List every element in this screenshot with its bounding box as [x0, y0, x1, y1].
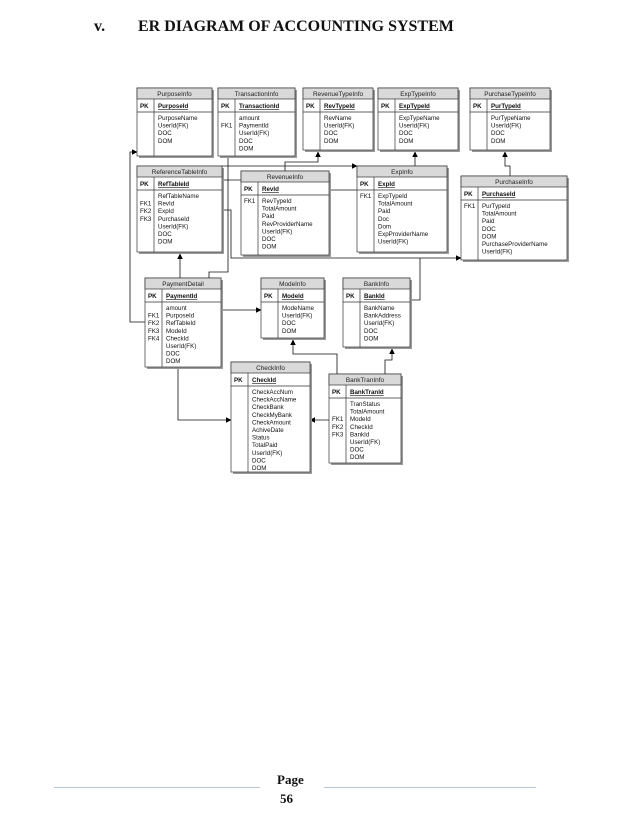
attribute-field: DOC — [350, 446, 364, 454]
fk-key: FK3 — [332, 431, 344, 439]
entity-revenueinfo — [241, 171, 331, 257]
attribute-field: ModeId — [166, 327, 187, 335]
attribute-field: TotalAmount — [262, 205, 297, 213]
pk-field: ExpTypeId — [399, 103, 430, 110]
pk-key: PK — [148, 293, 157, 300]
pk-key: PK — [244, 186, 253, 193]
attribute-field: ExpTypeName — [399, 115, 440, 122]
entity-checkinfo — [231, 362, 312, 474]
attribute-field: PurTypeName — [491, 115, 531, 122]
attribute-field: DOC — [166, 350, 180, 358]
attribute-field: Dom — [378, 223, 392, 231]
attribute-field: Status — [252, 434, 270, 442]
fk-key: FK3 — [148, 327, 160, 335]
entity-exptypeinfo — [378, 88, 460, 152]
pk-field: BankId — [364, 293, 385, 300]
attribute-field: Paid — [482, 218, 495, 226]
pk-field: RefTableId — [158, 181, 190, 188]
attribute-field: DOM — [262, 243, 277, 251]
page-label: Page — [277, 772, 304, 787]
attribute-field: ModeName — [282, 305, 314, 312]
attribute-field: ExpTypeId — [378, 193, 408, 200]
pk-field: BankTranId — [350, 389, 384, 396]
entity-title: PurposeInfo — [157, 91, 192, 98]
attribute-field: DOC — [482, 225, 496, 233]
footer-line-right — [324, 787, 536, 788]
attribute-field: PaymentId — [239, 122, 269, 130]
attribute-field: TotalAmount — [378, 200, 413, 208]
link-payment-check — [178, 367, 231, 420]
attribute-field: DOC — [324, 130, 338, 138]
entity-transactioninfo — [218, 88, 297, 158]
pk-field: RevId — [262, 186, 279, 193]
entity-title: ExpInfo — [391, 169, 413, 176]
attribute-field: UserId(FK) — [399, 122, 430, 130]
pk-key: PK — [381, 103, 390, 110]
attribute-field: TotalAmount — [350, 408, 385, 416]
section-title: ER DIAGRAM OF ACCOUNTING SYSTEM — [138, 18, 454, 35]
attribute-field: TranStatus — [350, 401, 381, 408]
attribute-field: UserId(FK) — [252, 449, 283, 457]
entity-title: PaymentDetail — [162, 281, 204, 288]
attribute-field: UserId(FK) — [491, 122, 522, 130]
fk-key: FK2 — [140, 208, 152, 216]
attribute-field: DOM — [482, 233, 497, 241]
attribute-field: Paid — [378, 208, 391, 216]
section-number: v. — [94, 18, 106, 35]
attribute-field: DOC — [158, 231, 172, 238]
attribute-field: PurposeId — [166, 312, 195, 320]
attribute-field: DOM — [324, 137, 339, 145]
attribute-field: amount — [166, 305, 187, 312]
attribute-field: UserId(FK) — [262, 228, 293, 236]
attribute-field: AchiveDate — [252, 427, 284, 434]
attribute-field: RefTableName — [158, 193, 199, 200]
attribute-field: UserId(FK) — [166, 343, 197, 350]
attribute-field: DOM — [491, 137, 506, 145]
attribute-field: ExpProviderName — [378, 231, 429, 238]
attribute-field: DOM — [252, 465, 267, 472]
attribute-field: CheckAmount — [252, 419, 291, 427]
entity-expinfo — [357, 166, 449, 254]
attribute-field: ExpId — [158, 208, 174, 216]
pk-key: PK — [221, 103, 230, 110]
attribute-field: RevTypeId — [262, 198, 292, 205]
entity-title: CheckInfo — [256, 365, 285, 372]
fk-key: FK1 — [221, 122, 233, 130]
fk-key: FK1 — [332, 416, 344, 424]
pk-field: CheckId — [252, 377, 277, 384]
attribute-field: PurposeName — [158, 115, 198, 122]
attribute-field: RefTableId — [166, 320, 196, 328]
entity-layer — [137, 88, 569, 474]
attribute-field: TotalAmount — [482, 210, 517, 218]
fk-key: FK3 — [140, 215, 152, 223]
pk-field: PurTypeId — [491, 103, 521, 110]
attribute-field: DOM — [364, 335, 379, 343]
entity-revenuetypeinfo — [303, 88, 375, 152]
pk-key: PK — [234, 377, 243, 384]
attribute-field: UserId(FK) — [378, 238, 409, 246]
fk-key: FK1 — [464, 203, 476, 210]
attribute-field: BankAddress — [364, 312, 401, 320]
attribute-field: DOM — [399, 137, 414, 145]
attribute-field: UserId(FK) — [482, 248, 513, 256]
attribute-field: UserId(FK) — [350, 439, 381, 446]
attribute-field: DOM — [166, 358, 181, 366]
attribute-field: RevId — [158, 200, 175, 208]
attribute-field: RevProviderName — [262, 220, 313, 228]
entity-title: BankTranInfo — [345, 377, 385, 384]
entity-paymentdetail — [145, 278, 223, 369]
attribute-field: DOC — [282, 320, 296, 328]
attribute-field: CheckAccNum — [252, 389, 293, 396]
pk-field: PurposeId — [158, 103, 189, 110]
fk-key: FK1 — [140, 200, 152, 208]
fk-key: FK2 — [332, 423, 344, 431]
attribute-field: DOM — [158, 238, 173, 246]
entity-title: PurchaseInfo — [495, 179, 533, 186]
entity-purchasetypeinfo — [470, 88, 552, 152]
entity-title: RevenueInfo — [266, 174, 304, 181]
entity-title: BankInfo — [363, 281, 390, 288]
attribute-field: amount — [239, 115, 260, 122]
entity-bankinfo — [343, 278, 412, 349]
pk-key: PK — [464, 191, 473, 198]
link-banktran-bank — [385, 349, 392, 374]
entity-modeinfo — [261, 278, 326, 340]
pk-key: PK — [332, 389, 341, 396]
attribute-field: ModeId — [350, 416, 371, 424]
attribute-field: DOC — [239, 137, 253, 145]
attribute-field: DOC — [158, 130, 172, 138]
attribute-field: CheckMyBank — [252, 411, 292, 419]
attribute-field: UserId(FK) — [239, 130, 270, 138]
link-purchasetype-purchase — [505, 152, 510, 176]
footer-line-left — [54, 787, 260, 788]
entity-title: ModeInfo — [279, 281, 306, 288]
entity-title: ExpTypeInfo — [400, 91, 436, 98]
attribute-field: PurTypeId — [482, 203, 511, 210]
pk-key: PK — [360, 181, 369, 188]
attribute-field: CheckBank — [252, 404, 284, 412]
pk-field: PaymentId — [166, 293, 198, 300]
entity-purposeinfo — [137, 88, 214, 158]
attribute-field: UserId(FK) — [324, 122, 355, 130]
entity-title: RevenueTypeInfo — [312, 91, 364, 98]
attribute-field: DOM — [239, 145, 254, 153]
entity-banktraninfo — [329, 374, 403, 465]
page-number: 56 — [280, 791, 293, 806]
entity-referencetableinfo — [137, 166, 224, 254]
pk-field: TransactionId — [239, 103, 280, 110]
attribute-field: CheckId — [350, 423, 373, 431]
pk-field: PurchaseId — [482, 191, 516, 198]
attribute-field: UserId(FK) — [158, 223, 189, 231]
fk-key: FK2 — [148, 320, 160, 328]
fk-key: FK1 — [148, 312, 160, 320]
pk-key: PK — [473, 103, 482, 110]
attribute-field: UserId(FK) — [158, 122, 189, 130]
fk-key: FK4 — [148, 335, 160, 343]
attribute-field: DOM — [158, 137, 173, 145]
entity-title: ReferenceTableInfo — [151, 169, 208, 176]
attribute-field: PurchaseProviderName — [482, 241, 548, 248]
attribute-field: DOC — [491, 130, 505, 138]
pk-field: ModeId — [282, 293, 304, 300]
attribute-field: BankName — [364, 305, 395, 312]
attribute-field: DOC — [364, 327, 378, 335]
attribute-field: DOC — [262, 236, 276, 243]
entity-box — [241, 171, 329, 255]
attribute-field: CheckAccName — [252, 396, 297, 404]
pk-key: PK — [264, 293, 273, 300]
pk-field: RevTypeId — [324, 103, 355, 110]
attribute-field: DOC — [399, 130, 413, 138]
entity-title: TransactionInfo — [234, 91, 279, 98]
attribute-field: PurchaseId — [158, 215, 190, 223]
pk-field: ExpId — [378, 181, 395, 188]
attribute-field: Paid — [262, 213, 275, 221]
attribute-field: RevName — [324, 115, 352, 122]
attribute-field: DOC — [252, 457, 266, 465]
attribute-field: DOM — [282, 327, 297, 335]
pk-key: PK — [306, 103, 315, 110]
entity-title: PurchaseTypeInfo — [484, 91, 536, 98]
entity-purchaseinfo — [461, 176, 569, 262]
attribute-field: UserId(FK) — [364, 320, 395, 328]
pk-key: PK — [140, 181, 149, 188]
attribute-field: Doc — [378, 215, 390, 223]
attribute-field: DOM — [350, 454, 365, 462]
attribute-field: TotalPaid — [252, 442, 278, 450]
attribute-field: BankId — [350, 431, 370, 439]
fk-key: FK1 — [244, 198, 256, 205]
attribute-field: UserId(FK) — [282, 312, 313, 320]
fk-key: FK1 — [360, 193, 372, 200]
pk-key: PK — [346, 293, 355, 300]
attribute-field: CheckId — [166, 335, 189, 343]
pk-key: PK — [140, 103, 149, 110]
